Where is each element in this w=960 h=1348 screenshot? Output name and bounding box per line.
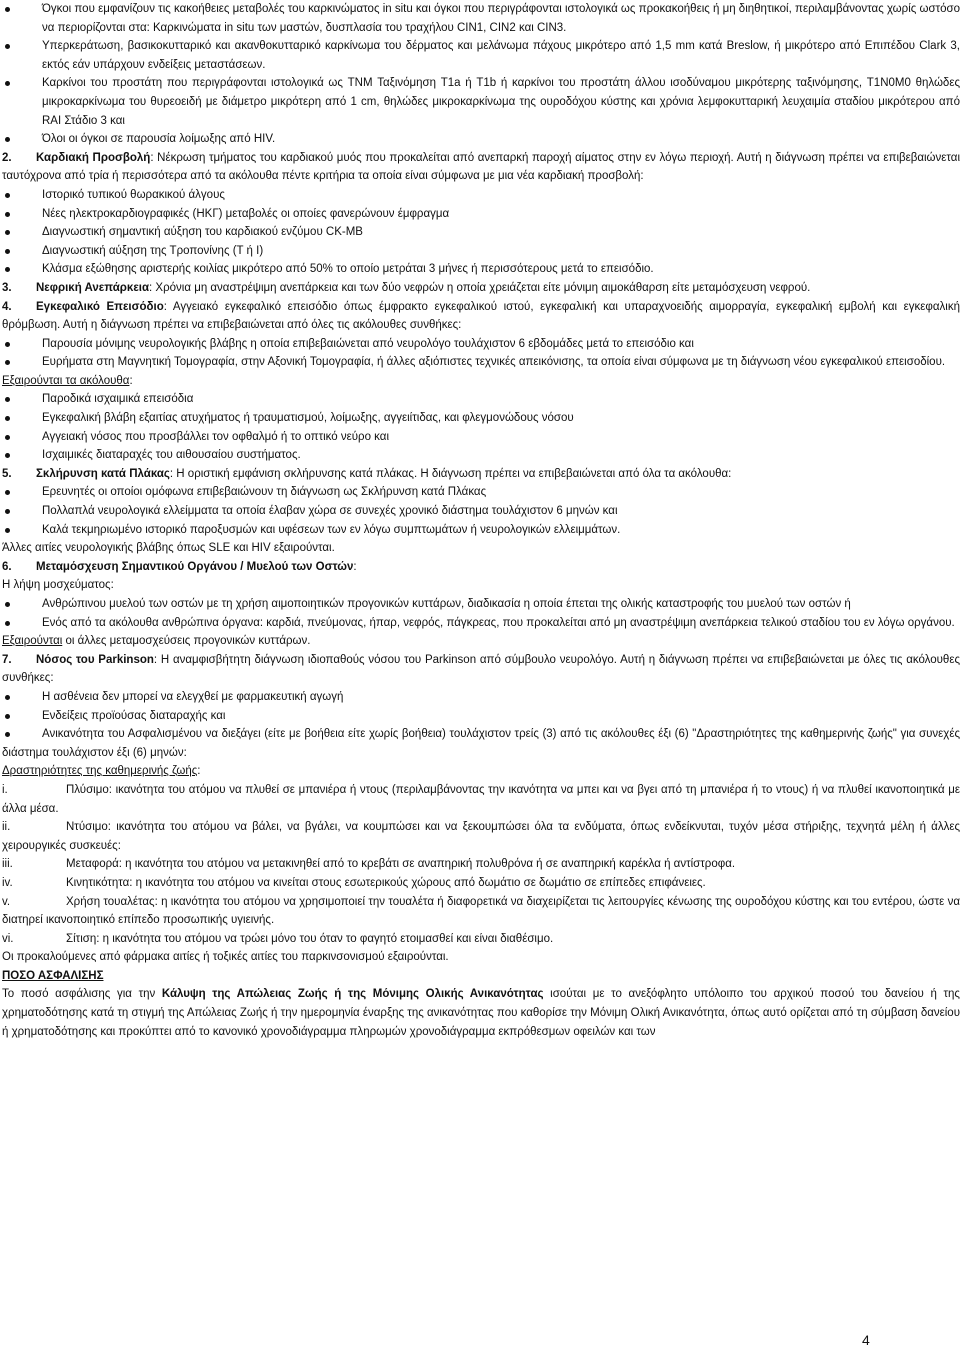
adl-item-number: iv.	[2, 876, 13, 889]
adl-heading-colon: :	[197, 765, 201, 778]
section-term: Νόσος του Parkinson	[36, 653, 154, 666]
list-item-text: Καλά τεκμηριωμένο ιστορικό παροξυσμών και υφέσεων των εν λόγω συμπτωμάτων ή νευρολογικών ελλειμμάτων.	[42, 523, 621, 536]
list-item	[2, 74, 960, 130]
section-text: : Η οριστική εμφάνιση σκλήρυνσης κατά πλάκας. Η διάγνωση πρέπει να επιβεβαιώνεται από όλα τα ακόλουθα:	[169, 467, 732, 480]
bullet-icon	[5, 267, 10, 272]
adl-item-number: i.	[2, 783, 8, 796]
bullet-icon	[5, 193, 10, 198]
list-item	[2, 130, 960, 149]
exclusions-heading	[2, 372, 960, 391]
section-term: Σκλήρυνση κατά Πλάκας	[36, 467, 170, 480]
bullet-icon	[5, 490, 10, 495]
bullet-icon	[5, 621, 10, 626]
list-item	[2, 335, 960, 354]
list-item-text: Όλοι οι όγκοι σε παρουσία λοίμωξης από HIV.	[42, 133, 276, 146]
section-text: : Αγγειακό εγκεφαλικό επεισόδιο όπως έμφρακτο εγκεφαλικού ιστού, εγκεφαλική και υπαραχνοειδής αιμορραγία, εγκεφαλική εμβολή και εγκεφαλική θρόμβωση. Αυτή η διάγνωση πρέπει να επιβεβαιώνεται από όλες τις ακόλουθες συνθήκες:	[2, 300, 960, 332]
bullet-icon	[5, 81, 10, 86]
bullet-icon	[5, 44, 10, 49]
bullet-icon	[5, 212, 10, 217]
bullet-icon	[5, 137, 10, 142]
list-item-text: Ισχαιμικές διαταραχές του αιθουσαίου συστήματος.	[42, 449, 301, 462]
bullet-icon	[5, 695, 10, 700]
page-number: 4	[862, 1332, 870, 1348]
exclusions-heading-colon: :	[129, 374, 133, 387]
exclusions-heading-text: Εξαιρούνται τα ακόλουθα	[2, 374, 130, 387]
adl-item-text: Κινητικότητα: η ικανότητα του ατόμου να κινείται στους εσωτερικούς χώρους από δωμάτιο σε δωμάτιο σε επίπεδες επιφάνειες.	[66, 876, 706, 889]
list-item-text: Αγγειακή νόσος που προσβάλλει τον οφθαλμό ή το οπτικό νεύρο και	[42, 430, 389, 443]
exclusions-note-underlined: Εξαιρούνται	[2, 635, 63, 648]
bullet-icon	[5, 453, 10, 458]
section-multiple-sclerosis	[2, 465, 960, 484]
paragraph-bold-text: Κάλυψη της Απώλειας Ζωής ή της Μόνιμης Ολικής Ανικανότητας	[161, 988, 544, 1001]
bullet-icon	[5, 342, 10, 347]
section-footer: Άλλες αιτίες νευρολογικής βλάβης όπως SLE και HIV εξαιρούνται.	[2, 542, 335, 555]
adl-item-text: Μεταφορά: η ικανότητα του ατόμου να μετακινηθεί από το κρεβάτι σε αναπηρική πολυθρόνα ή σε αναπηρική καρέκλα ή αντίστροφα.	[66, 858, 736, 871]
bullet-icon	[5, 360, 10, 365]
section-number: 7.	[2, 653, 12, 666]
list-item	[2, 390, 960, 409]
paragraph-text: Το ποσό ασφάλισης για την	[2, 988, 162, 1001]
list-item	[2, 614, 960, 633]
section-text: : Νέκρωση τμήματος του καρδιακού μυός που προκαλείται από ανεπαρκή παροχή αίματος στην εν λόγω περιοχή. Αυτή η διάγνωση πρέπει να επιβεβαιώνεται ταυτόχρονα από τρία ή περισσότερα από τα ακόλουθα πέντε κριτήρια τα οποία είναι σύμφωνα με μια νέα καρδιακή προσβολή:	[2, 151, 960, 183]
section-number: 6.	[2, 560, 12, 573]
adl-item-number: vi.	[2, 932, 14, 945]
list-item	[2, 688, 960, 707]
list-item-text: Η ασθένεια δεν μπορεί να ελεγχθεί με φαρμακευτική αγωγή	[42, 690, 344, 703]
bullet-icon	[5, 714, 10, 719]
exclusions-note	[2, 632, 960, 651]
list-item	[2, 353, 960, 372]
section-text: : Η αναμφισβήτητη διάγνωση ιδιοπαθούς νόσου του Parkinson από σύμβουλο νευρολόγο. Αυτή η διάγνωση πρέπει να επιβεβαιώνεται με όλες τις ακόλουθες συνθήκες:	[2, 653, 960, 685]
list-item-text: Υπερκεράτωση, βασικοκυτταρικό και ακανθοκυτταρικό καρκίνωμα του δέρματος και μελάνωμα πάχους μικρότερο από 1,5 mm κατά Breslow, ή μικρότερο από Επιπέδου Clark 3, εκτός εάν υπάρχουν ενδείξεις μεταστάσεων.	[42, 40, 960, 71]
adl-item	[2, 818, 960, 855]
section-number: 2.	[2, 151, 12, 164]
list-item	[2, 446, 960, 465]
bullet-icon	[5, 509, 10, 514]
exclusions-note-text: οι άλλες μεταμοσχεύσεις προγονικών κυττάρων.	[62, 635, 311, 648]
section-term: Μεταμόσχευση Σημαντικού Οργάνου / Μυελού των Οστών	[36, 560, 354, 573]
list-item	[2, 521, 960, 540]
list-item	[2, 707, 960, 726]
adl-item-number: iii.	[2, 858, 13, 871]
adl-item	[2, 930, 960, 949]
adl-item	[2, 855, 960, 874]
list-item-text: Ευρήματα στη Μαγνητική Τομογραφία, στην Αξονική Τομογραφία, ή άλλες αξιόπιστες τεχνικές απεικόνισης, τα οποία είναι σύμφωνα με τη διάγνωση νέου εγκεφαλικού επεισοδίου.	[42, 356, 946, 369]
adl-item-text: Χρήση τουαλέτας: η ικανότητα του ατόμου να χρησιμοποιεί την τουαλέτα ή διαφορετικά να διαχειρίζεται τις λειτουργίες κένωσης της ουροδόχου κύστης και του εντέρου, ώστε να διατηρεί ικανοποιητικό επίπεδο προσωπικής υγιεινής.	[2, 895, 960, 927]
section-footer: Οι προκαλούμενες από φάρμακα αιτίες ή τοξικές αιτίες του παρκινσονισμού εξαιρούνται.	[2, 951, 449, 964]
list-item	[2, 37, 960, 74]
list-item-text: Παρουσία μόνιμης νευρολογικής βλάβης η οποία επιβεβαιώνεται από νευρολόγο τουλάχιστον 6 εβδομάδες μετά το επεισόδιο και	[42, 337, 694, 350]
paragraph-text: ισούται με το ανεξόφλητο υπόλοιπο του αρχικού ποσού του δανείου ή της χρηματοδότησης κατά τη στιγμή της Απώλειας Ζωής ή την ημερομηνία έναρξης της ανικανότητας που καθορίσε την Μόνιμη Ολική Ανικανότητα, όπως αυτό ορίζεται από τη σύμβαση δανείου ή χρηματοδότησης και προκύπτει από το κανονικό χρονοδιάγραμμα πληρωμών χρονοδιάγραμμα εκπρόθεσμων οφειλών και των	[2, 988, 960, 1038]
section-number: 4.	[2, 300, 12, 313]
bullet-icon	[5, 397, 10, 402]
list-item-text: Ερευνητές οι οποίοι ομόφωνα επιβεβαιώνουν τη διάγνωση ως Σκλήρυνση κατά Πλάκας	[42, 486, 487, 499]
list-item	[2, 0, 960, 37]
bullet-icon	[5, 230, 10, 235]
list-item	[2, 483, 960, 502]
section-term: Εγκεφαλικό Επεισόδιο	[36, 300, 164, 313]
bullet-icon	[5, 249, 10, 254]
section-heading-sum-insured: ΠΟΣΟ ΑΣΦΑΛΙΣΗΣ	[2, 969, 104, 982]
adl-heading	[2, 762, 960, 781]
list-item-text: Ενός από τα ακόλουθα ανθρώπινα όργανα: καρδιά, πνεύμονας, ήπαρ, νεφρός, πάγκρεας, που προκαλείται από μη αναστρέψιμη ανεπάρκεια τελικού σταδίου του εν λόγω οργάνου.	[42, 616, 955, 629]
list-item-text: Ιστορικό τυπικού θωρακικού άλγους	[42, 188, 225, 201]
list-item	[2, 242, 960, 261]
adl-item-number: v.	[2, 895, 11, 908]
section-parkinson	[2, 651, 960, 688]
section-transplant	[2, 558, 960, 577]
list-item-text: Όγκοι που εμφανίζουν τις κακοήθειες μεταβολές του καρκινώματος in situ και όγκοι που περιγράφονται ιστολογικά ως προκακοήθεις ή μη διηθητικοί, περιλαμβάνοντας χωρίς ωστόσο να περιορίζονται στα: Καρκινώματα in situ των μαστών, δυσπλασία του τραχήλου CIN1, CIN2 και CIN3.	[42, 3, 960, 34]
section-intro: Η λήψη μοσχεύματος:	[2, 579, 114, 592]
section-stroke	[2, 298, 960, 335]
list-item-text: Παροδικά ισχαιμικά επεισόδια	[42, 393, 194, 406]
list-item-text: Διαγνωστική αύξηση της Τροπονίνης (T ή I)	[42, 244, 264, 257]
bullet-icon	[5, 416, 10, 421]
list-item	[2, 502, 960, 521]
section-kidney-failure	[2, 279, 960, 298]
list-item-text: Κλάσμα εξώθησης αριστερής κοιλίας μικρότερο από 50% το οποίο μετράται 3 μήνες ή περισσότερους μετά το επεισόδιο.	[42, 263, 654, 276]
section-term: Νεφρική Ανεπάρκεια	[36, 281, 150, 294]
section-term: Καρδιακή Προσβολή	[36, 151, 151, 164]
adl-item-text: Σίτιση: η ικανότητα του ατόμου να τρώει μόνο του όταν το φαγητό ετοιμασθεί και είναι διαθέσιμο.	[66, 932, 554, 945]
list-item-text: Πολλαπλά νευρολογικά ελλείμματα τα οποία έλαβαν χώρα σε συνεχές χρονικό διάστημα τουλάχιστον 6 μηνών και	[42, 505, 618, 518]
list-item-text: Ανικανότητα του Ασφαλισμένου να διεξάγει (είτε με βοήθεια είτε χωρίς βοήθεια) τουλάχιστον τρείς (3) από τις ακόλουθες έξι (6) "Δραστηριότητες της καθημερινής ζωής" για συνεχές διάστημα τουλάχιστον έξι (6) μηνών:	[2, 728, 960, 759]
list-item-text: Ανθρώπινου μυελού των οστών με τη χρήση αιμοποιητικών προγονικών κυττάρων, διαδικασία η οποία έπεται της ολικής καταστροφής του μυελού των οστών ή	[42, 598, 851, 610]
bullet-icon	[5, 435, 10, 440]
list-item-text: Καρκίνοι του προστάτη που περιγράφονται ιστολογικά ως TNM Ταξινόμηση T1a ή T1b ή καρκίνοι του προστάτη άλλου ισοδύναμου μικρότερης ταξινόμησης, T1N0M0 θηλώδες μικροκαρκίνωμα του θυρεοειδή με διάμετρο μικρότερη από 1 cm, θηλώδες μικροκαρκίνωμα της ουροδόχου κύστης και χρόνια λεμφοκυτταρική λευχαιμία σταδίου μικρότερου από RAI Στάδιο 3 και	[42, 77, 960, 127]
list-item-text: Νέες ηλεκτροκαρδιογραφικές (ΗΚΓ) μεταβολές οι οποίες φανερώνουν έμφραγμα	[42, 207, 450, 220]
bullet-icon	[5, 528, 10, 533]
list-item	[2, 223, 960, 242]
section-number: 5.	[2, 467, 12, 480]
adl-item	[2, 781, 960, 818]
sum-insured-paragraph	[2, 985, 960, 1041]
list-item	[2, 428, 960, 447]
section-text: :	[353, 560, 357, 573]
list-item	[2, 595, 960, 614]
list-item-text: Εγκεφαλική βλάβη εξαιτίας ατυχήματος ή τραυματισμού, λοίμωξης, αγγειίτιδας, και φλεγμονώδους νόσου	[42, 412, 574, 425]
list-item	[2, 725, 960, 762]
adl-item-text: Πλύσιμο: ικανότητα του ατόμου να πλυθεί σε μπανιέρα ή ντους (περιλαμβάνοντας την ικανότητα να μπει και να βγει από τη μπανιέρα ή το ντους) ή να πλυθεί ικανοποιητικά με άλλα μέσα.	[2, 783, 960, 815]
bullet-icon	[5, 602, 10, 607]
section-heart-attack	[2, 149, 960, 186]
adl-heading-text: Δραστηριότητες της καθημερινής ζωής	[2, 765, 198, 778]
adl-item	[2, 893, 960, 930]
adl-item	[2, 874, 960, 893]
adl-item-number: ii.	[2, 821, 11, 834]
list-item-text: Ενδείξεις προϊούσας διαταραχής και	[42, 709, 226, 722]
bullet-icon	[5, 7, 10, 12]
bullet-icon	[5, 732, 10, 737]
adl-item-text: Ντύσιμο: ικανότητα του ατόμου να βάλει, να βγάλει, να κουμπώσει και να ξεκουμπώσει όλα τα ενδύματα, όπως ενδείκνυται, τυχόν μέσα στήριξης, τεχνητά μέλη ή άλλες χειρουργικές συσκευές:	[2, 821, 960, 852]
list-item	[2, 260, 960, 279]
list-item-text: Διαγνωστική σημαντική αύξηση του καρδιακού ενζύμου CK-MB	[42, 226, 363, 239]
section-number: 3.	[2, 281, 12, 294]
section-text: : Χρόνια μη αναστρέψιμη ανεπάρκεια και των δύο νεφρών η οποία χρειάζεται είτε μόνιμη αιμοκάθαρση είτε μεταμόσχευση νεφρού.	[149, 281, 811, 294]
list-item	[2, 409, 960, 428]
list-item	[2, 205, 960, 224]
list-item	[2, 186, 960, 205]
